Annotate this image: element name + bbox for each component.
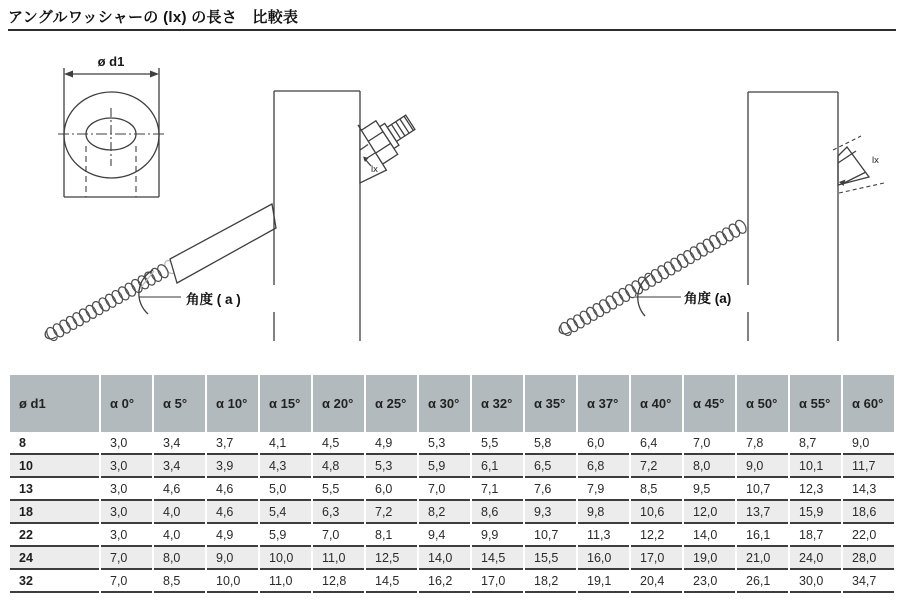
value-cell: 28,0	[843, 547, 894, 570]
value-cell: 9,8	[578, 501, 629, 524]
value-cell: 12,5	[366, 547, 417, 570]
value-cell: 5,0	[260, 478, 311, 501]
value-cell: 15,5	[525, 547, 576, 570]
value-cell: 8,7	[790, 432, 841, 455]
header-cell-14: α 55°	[790, 375, 841, 432]
bolt-assembly	[358, 115, 415, 183]
value-cell: 3,0	[101, 501, 152, 524]
value-cell: 5,9	[419, 455, 470, 478]
table-header-row	[10, 375, 894, 432]
right-assembly-diagram	[559, 92, 884, 341]
value-cell: 4,6	[154, 478, 205, 501]
value-cell: 5,4	[260, 501, 311, 524]
value-cell: 8,6	[472, 501, 523, 524]
table-row-d1-24	[10, 547, 894, 570]
table-row-d1-13	[10, 478, 894, 501]
value-cell: 6,0	[366, 478, 417, 501]
value-cell: 4,9	[366, 432, 417, 455]
header-cell-6: α 25°	[366, 375, 417, 432]
angle-label: 角度 ( a )	[186, 292, 241, 307]
rod-sleeve	[170, 204, 276, 283]
header-cell-9: α 35°	[525, 375, 576, 432]
value-cell: 18,2	[525, 570, 576, 593]
value-cell: 18,6	[843, 501, 894, 524]
value-cell: 17,0	[631, 547, 682, 570]
value-cell: 10,0	[260, 547, 311, 570]
value-cell: 11,7	[843, 455, 894, 478]
value-cell: 6,3	[313, 501, 364, 524]
small-angle-washer	[833, 136, 884, 193]
row-label-cell: 8	[10, 432, 99, 455]
page-title: アングルワッシャーの (lx) の長さ 比較表	[8, 9, 299, 26]
header-cell-2: α 5°	[154, 375, 205, 432]
lx-label: lx	[872, 155, 879, 166]
value-cell: 22,0	[843, 524, 894, 547]
value-cell: 9,3	[525, 501, 576, 524]
value-cell: 7,2	[631, 455, 682, 478]
value-cell: 14,3	[843, 478, 894, 501]
header-cell-1: α 0°	[101, 375, 152, 432]
value-cell: 19,1	[578, 570, 629, 593]
value-cell: 3,0	[101, 524, 152, 547]
title-divider	[8, 29, 896, 31]
value-cell: 10,7	[525, 524, 576, 547]
value-cell: 7,2	[366, 501, 417, 524]
row-label-cell: 18	[10, 501, 99, 524]
value-cell: 5,5	[472, 432, 523, 455]
value-cell: 6,1	[472, 455, 523, 478]
value-cell: 11,3	[578, 524, 629, 547]
value-cell: 4,9	[207, 524, 258, 547]
table-row-d1-22	[10, 524, 894, 547]
header-cell-10: α 37°	[578, 375, 629, 432]
value-cell: 10,0	[207, 570, 258, 593]
value-cell: 26,1	[737, 570, 788, 593]
value-cell: 8,0	[154, 547, 205, 570]
axis-hint-line	[138, 271, 154, 291]
value-cell: 3,9	[207, 455, 258, 478]
row-label-cell: 10	[10, 455, 99, 478]
value-cell: 6,5	[525, 455, 576, 478]
value-cell: 8,5	[154, 570, 205, 593]
row-label-cell: 22	[10, 524, 99, 547]
value-cell: 3,7	[207, 432, 258, 455]
table-head	[10, 375, 894, 432]
washer-axis-dashed-lower	[839, 183, 884, 193]
value-cell: 3,0	[101, 455, 152, 478]
value-cell: 19,0	[684, 547, 735, 570]
row-label-cell: 32	[10, 570, 99, 593]
value-cell: 12,0	[684, 501, 735, 524]
table-row-d1-8	[10, 432, 894, 455]
value-cell: 7,0	[684, 432, 735, 455]
value-cell: 13,7	[737, 501, 788, 524]
comparison-table	[8, 375, 896, 593]
value-cell: 5,5	[313, 478, 364, 501]
value-cell: 9,9	[472, 524, 523, 547]
value-cell: 7,9	[578, 478, 629, 501]
value-cell: 11,0	[313, 547, 364, 570]
value-cell: 3,0	[101, 478, 152, 501]
value-cell: 15,9	[790, 501, 841, 524]
middle-assembly-diagram	[45, 91, 415, 342]
value-cell: 21,0	[737, 547, 788, 570]
value-cell: 4,3	[260, 455, 311, 478]
header-cell-4: α 15°	[260, 375, 311, 432]
value-cell: 4,8	[313, 455, 364, 478]
value-cell: 17,0	[472, 570, 523, 593]
value-cell: 6,4	[631, 432, 682, 455]
value-cell: 7,8	[737, 432, 788, 455]
value-cell: 8,5	[631, 478, 682, 501]
value-cell: 23,0	[684, 570, 735, 593]
value-cell: 4,0	[154, 501, 205, 524]
value-cell: 16,0	[578, 547, 629, 570]
header-cell-3: α 10°	[207, 375, 258, 432]
value-cell: 7,0	[313, 524, 364, 547]
value-cell: 9,5	[684, 478, 735, 501]
value-cell: 5,3	[419, 432, 470, 455]
header-cell-7: α 30°	[419, 375, 470, 432]
washer-front-view	[58, 54, 164, 197]
value-cell: 5,3	[366, 455, 417, 478]
value-cell: 6,0	[578, 432, 629, 455]
row-label-cell: 24	[10, 547, 99, 570]
table-row-d1-32	[10, 570, 894, 593]
value-cell: 9,4	[419, 524, 470, 547]
row-label-cell: 13	[10, 478, 99, 501]
dim-arrow-left	[64, 71, 73, 78]
value-cell: 3,0	[101, 432, 152, 455]
washer-lamination-line	[842, 172, 866, 184]
value-cell: 6,8	[578, 455, 629, 478]
value-cell: 9,0	[737, 455, 788, 478]
value-cell: 11,0	[260, 570, 311, 593]
value-cell: 4,6	[207, 478, 258, 501]
value-cell: 5,9	[260, 524, 311, 547]
value-cell: 8,1	[366, 524, 417, 547]
header-cell-12: α 45°	[684, 375, 735, 432]
value-cell: 4,1	[260, 432, 311, 455]
value-cell: 14,5	[366, 570, 417, 593]
value-cell: 10,6	[631, 501, 682, 524]
diameter-dim-label: ø d1	[97, 54, 125, 69]
dim-arrow-right	[150, 71, 159, 78]
value-cell: 10,1	[790, 455, 841, 478]
value-cell: 16,1	[737, 524, 788, 547]
value-cell: 9,0	[843, 432, 894, 455]
header-cell-0: ø d1	[10, 375, 99, 432]
value-cell: 7,1	[472, 478, 523, 501]
value-cell: 18,7	[790, 524, 841, 547]
value-cell: 3,4	[154, 432, 205, 455]
value-cell: 20,4	[631, 570, 682, 593]
threaded-rod-coil	[559, 219, 749, 338]
lx-label: lx	[371, 164, 378, 175]
value-cell: 5,8	[525, 432, 576, 455]
header-cell-8: α 32°	[472, 375, 523, 432]
header-cell-15: α 60°	[843, 375, 894, 432]
value-cell: 14,5	[472, 547, 523, 570]
value-cell: 16,2	[419, 570, 470, 593]
value-cell: 4,5	[313, 432, 364, 455]
value-cell: 12,8	[313, 570, 364, 593]
value-cell: 4,6	[207, 501, 258, 524]
value-cell: 14,0	[684, 524, 735, 547]
table-row-d1-18	[10, 501, 894, 524]
table-body	[10, 432, 894, 593]
table-row-d1-10	[10, 455, 894, 478]
value-cell: 14,0	[419, 547, 470, 570]
value-cell: 4,0	[154, 524, 205, 547]
value-cell: 7,0	[101, 570, 152, 593]
value-cell: 7,0	[419, 478, 470, 501]
value-cell: 7,0	[101, 547, 152, 570]
value-cell: 9,0	[207, 547, 258, 570]
value-cell: 7,6	[525, 478, 576, 501]
value-cell: 30,0	[790, 570, 841, 593]
header-cell-13: α 50°	[737, 375, 788, 432]
header-cell-5: α 20°	[313, 375, 364, 432]
value-cell: 34,7	[843, 570, 894, 593]
value-cell: 10,7	[737, 478, 788, 501]
value-cell: 12,2	[631, 524, 682, 547]
value-cell: 12,3	[790, 478, 841, 501]
angle-label: 角度 (a)	[684, 291, 732, 306]
value-cell: 3,4	[154, 455, 205, 478]
value-cell: 8,2	[419, 501, 470, 524]
value-cell: 24,0	[790, 547, 841, 570]
value-cell: 8,0	[684, 455, 735, 478]
header-cell-11: α 40°	[631, 375, 682, 432]
angle-annotation	[634, 275, 731, 316]
